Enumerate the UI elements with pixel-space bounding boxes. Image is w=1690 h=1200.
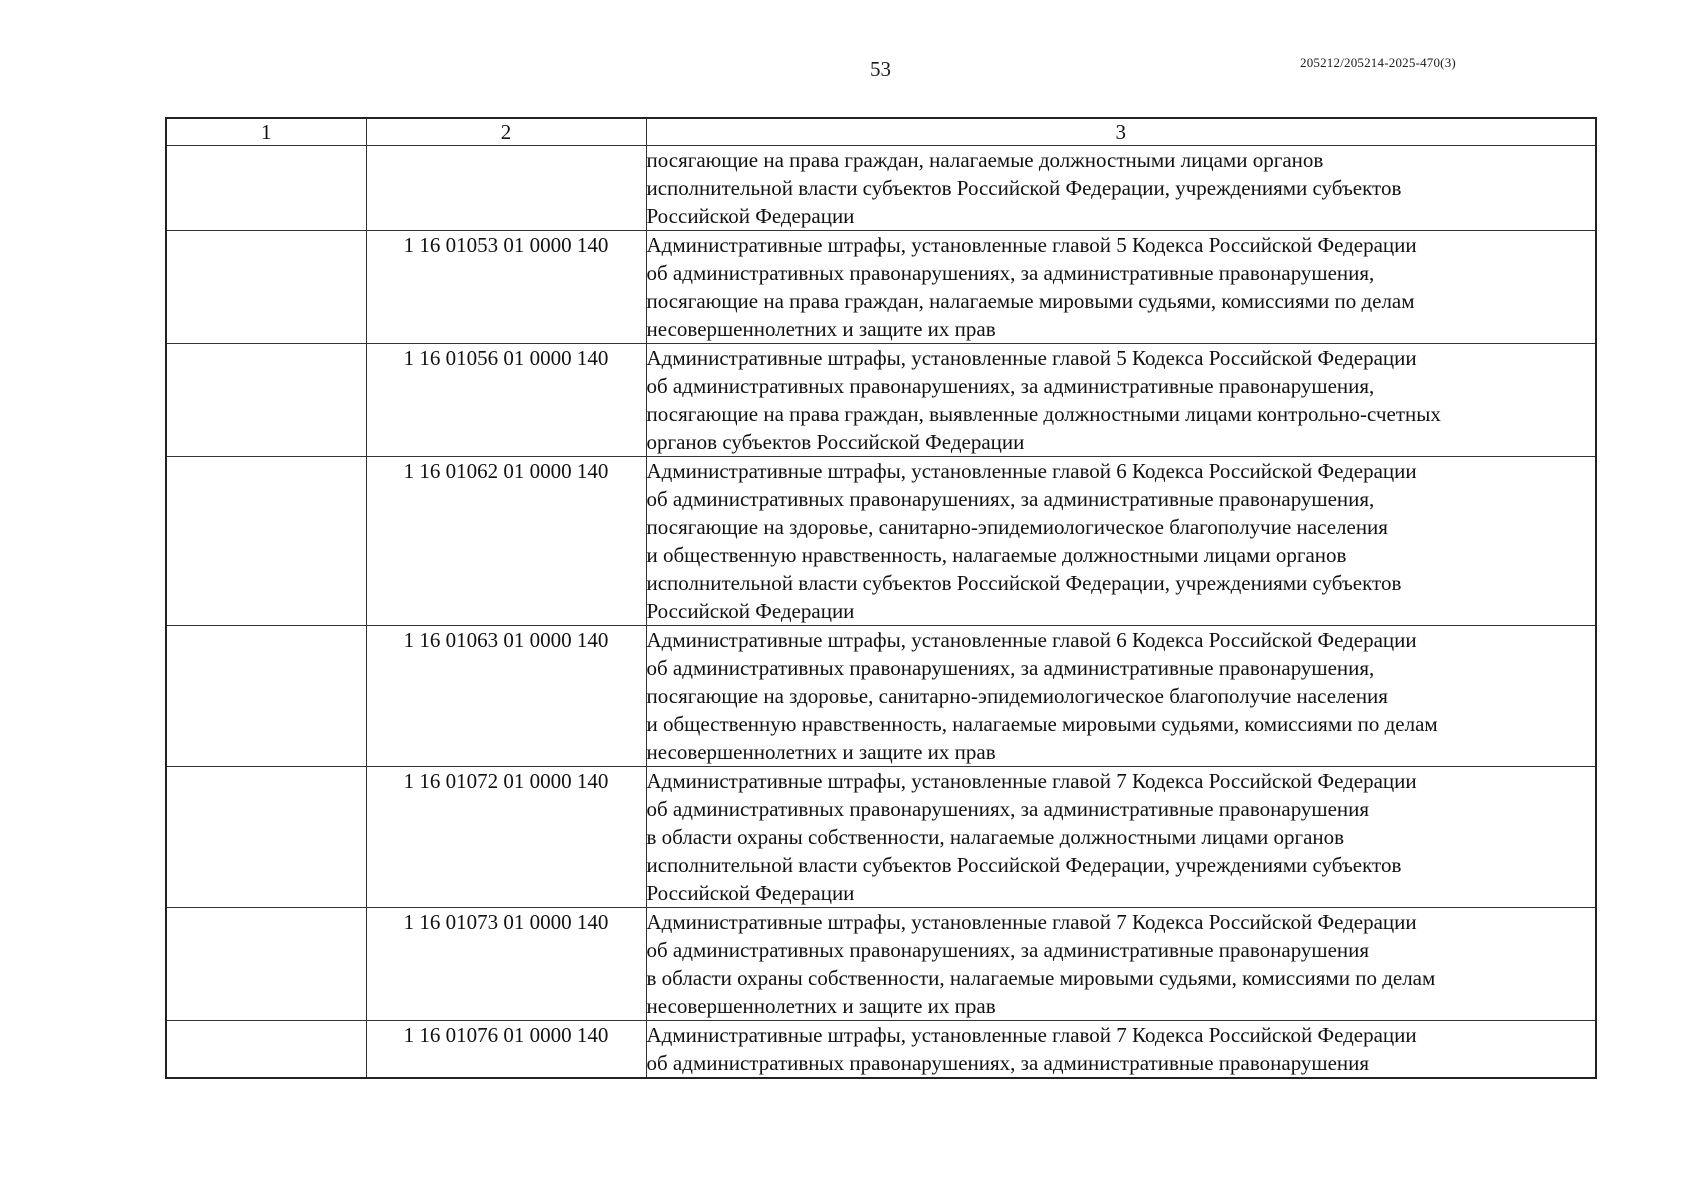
description-line: об административных правонарушениях, за административные правонарушения bbox=[646, 1051, 1370, 1075]
description-cell bbox=[646, 626, 1596, 767]
description-cell bbox=[646, 908, 1596, 1021]
table-row bbox=[166, 344, 1596, 457]
table-body bbox=[166, 146, 1596, 1079]
table-row bbox=[166, 231, 1596, 344]
description-line: посягающие на здоровье, санитарно-эпидемиологическое благополучие населения bbox=[646, 515, 1388, 539]
description-line: и общественную нравственность, налагаемые мировыми судьями, комиссиями по делам bbox=[646, 712, 1438, 736]
description-line: Административные штрафы, установленные главой 7 Кодекса Российской Федерации bbox=[646, 769, 1417, 793]
budget-code bbox=[366, 146, 646, 231]
description-line: посягающие на права граждан, налагаемые мировыми судьями, комиссиями по делам bbox=[646, 289, 1415, 313]
description-line: об административных правонарушениях, за административные правонарушения bbox=[646, 938, 1370, 962]
description-line: посягающие на права граждан, налагаемые должностными лицами органов bbox=[646, 148, 1324, 172]
budget-code: 1 16 01056 01 0000 140 bbox=[366, 344, 646, 457]
cell-column-1 bbox=[166, 767, 366, 908]
description-line: исполнительной власти субъектов Российской Федерации, учреждениями субъектов bbox=[646, 571, 1402, 595]
table-row bbox=[166, 626, 1596, 767]
description-line: об административных правонарушениях, за административные правонарушения bbox=[646, 797, 1370, 821]
description-line: Административные штрафы, установленные главой 6 Кодекса Российской Федерации bbox=[646, 628, 1417, 652]
description-line: посягающие на здоровье, санитарно-эпидемиологическое благополучие населения bbox=[646, 684, 1388, 708]
cell-column-1 bbox=[166, 908, 366, 1021]
description-line: посягающие на права граждан, выявленные должностными лицами контрольно-счетных bbox=[646, 402, 1441, 426]
table-row bbox=[166, 146, 1596, 231]
description-line: несовершеннолетних и защите их прав bbox=[646, 740, 996, 764]
description-cell bbox=[646, 1021, 1596, 1079]
budget-code: 1 16 01053 01 0000 140 bbox=[366, 231, 646, 344]
cell-column-1 bbox=[166, 344, 366, 457]
description-line: Российской Федерации bbox=[646, 599, 855, 623]
table-row bbox=[166, 908, 1596, 1021]
column-header-2: 2 bbox=[366, 118, 646, 146]
description-cell bbox=[646, 457, 1596, 626]
description-line: несовершеннолетних и защите их прав bbox=[646, 994, 996, 1018]
cell-column-1 bbox=[166, 457, 366, 626]
table-row bbox=[166, 1021, 1596, 1079]
description-line: Административные штрафы, установленные главой 5 Кодекса Российской Федерации bbox=[646, 346, 1417, 370]
description-line: Административные штрафы, установленные главой 5 Кодекса Российской Федерации bbox=[646, 233, 1417, 257]
description-cell bbox=[646, 146, 1596, 231]
cell-column-1 bbox=[166, 231, 366, 344]
cell-column-1 bbox=[166, 626, 366, 767]
description-line: Российской Федерации bbox=[646, 204, 855, 228]
description-cell bbox=[646, 231, 1596, 344]
cell-column-1 bbox=[166, 1021, 366, 1079]
budget-code: 1 16 01072 01 0000 140 bbox=[366, 767, 646, 908]
description-line: исполнительной власти субъектов Российской Федерации, учреждениями субъектов bbox=[646, 853, 1402, 877]
document-code: 205212/205214-2025-470(3) bbox=[1300, 55, 1456, 70]
description-line: в области охраны собственности, налагаемые должностными лицами органов bbox=[646, 825, 1345, 849]
description-line: Административные штрафы, установленные главой 6 Кодекса Российской Федерации bbox=[646, 459, 1417, 483]
cell-column-1 bbox=[166, 146, 366, 231]
column-header-3: 3 bbox=[646, 118, 1596, 146]
budget-code: 1 16 01076 01 0000 140 bbox=[366, 1021, 646, 1079]
description-line: в области охраны собственности, налагаемые мировыми судьями, комиссиями по делам bbox=[646, 966, 1436, 990]
description-line: об административных правонарушениях, за административные правонарушения, bbox=[646, 261, 1375, 285]
description-line: Российской Федерации bbox=[646, 881, 855, 905]
column-header-1: 1 bbox=[166, 118, 366, 146]
description-line: об административных правонарушениях, за административные правонарушения, bbox=[646, 374, 1375, 398]
table-row bbox=[166, 457, 1596, 626]
description-line: органов субъектов Российской Федерации bbox=[646, 430, 1025, 454]
description-line: об административных правонарушениях, за административные правонарушения, bbox=[646, 487, 1375, 511]
budget-codes-table bbox=[165, 117, 1597, 1079]
description-line: Административные штрафы, установленные главой 7 Кодекса Российской Федерации bbox=[646, 910, 1417, 934]
description-cell bbox=[646, 767, 1596, 908]
description-line: об административных правонарушениях, за административные правонарушения, bbox=[646, 656, 1375, 680]
description-line: Административные штрафы, установленные главой 7 Кодекса Российской Федерации bbox=[646, 1023, 1417, 1047]
table-row bbox=[166, 767, 1596, 908]
budget-code: 1 16 01073 01 0000 140 bbox=[366, 908, 646, 1021]
page-number: 53 bbox=[870, 57, 891, 81]
description-line: исполнительной власти субъектов Российской Федерации, учреждениями субъектов bbox=[646, 176, 1402, 200]
description-line: несовершеннолетних и защите их прав bbox=[646, 317, 996, 341]
description-line: и общественную нравственность, налагаемые должностными лицами органов bbox=[646, 543, 1347, 567]
description-cell bbox=[646, 344, 1596, 457]
budget-code: 1 16 01063 01 0000 140 bbox=[366, 626, 646, 767]
budget-code: 1 16 01062 01 0000 140 bbox=[366, 457, 646, 626]
table-header-row bbox=[166, 118, 1596, 146]
